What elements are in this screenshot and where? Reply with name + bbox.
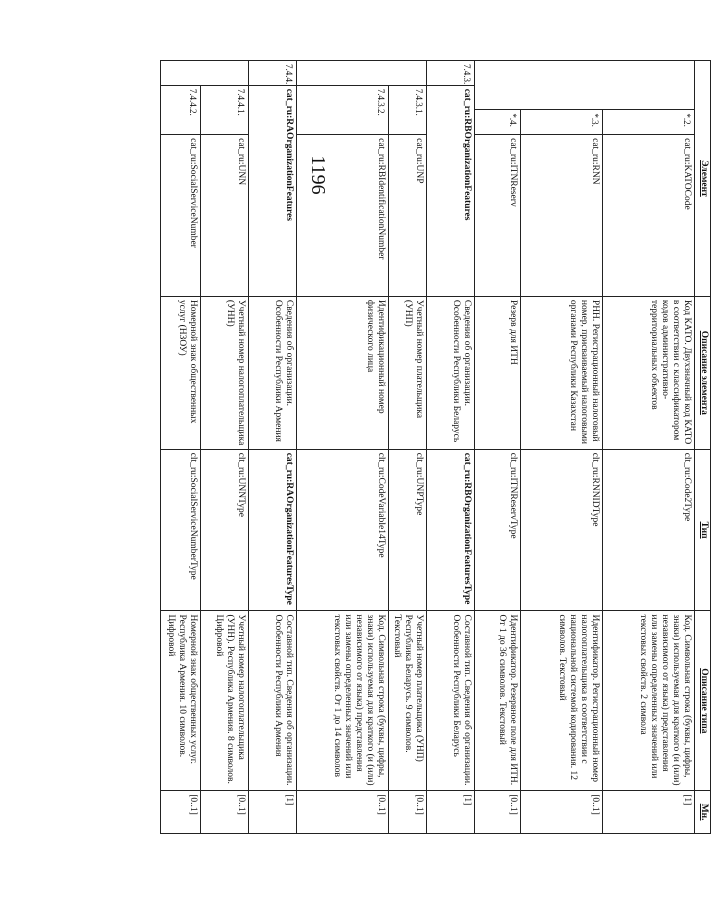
type-name: clt_ru:ITNReservType [475, 449, 521, 611]
table-row [521, 61, 603, 834]
header-element-desc: Описание элемента [695, 296, 711, 449]
multiplicity: [1] [603, 791, 695, 834]
element-description: Сведения об организации. Особенности Республики Армения [249, 296, 297, 449]
element-description: Учетный номер налогоплательщика (УНН) [201, 296, 249, 449]
element-name: cat_ru:RNN [521, 135, 603, 297]
multiplicity: [0..1] [389, 791, 427, 834]
multiplicity: [0..1] [297, 791, 389, 834]
rotated-table-frame [97, 60, 711, 834]
element-name: cat_ru:KATOCode [603, 135, 695, 297]
element-name: cat_ru:UNP [389, 135, 427, 297]
schema-table [160, 60, 711, 834]
element-name: cat_ru:RBIdentificationNumber [297, 135, 389, 297]
header-type: Тип [695, 449, 711, 611]
header-type-desc: Описание типа [695, 611, 711, 791]
type-name: clt_ru:Code2Type [603, 449, 695, 611]
header-mult: Мн. [695, 791, 711, 834]
row-number: *.2. [603, 110, 695, 135]
type-name: clt_ru:RNNIDType [521, 449, 603, 611]
row-number: 7.4.4.2. [161, 85, 201, 134]
indent-cell [297, 61, 427, 86]
element-name: cat_ru:UNN [201, 135, 249, 297]
element-name: cat_ru:SocialServiceNumber [161, 135, 201, 297]
multiplicity: [0..1] [161, 791, 201, 834]
element-description: Идентификационный номер физического лица [297, 296, 389, 449]
table-row [201, 61, 249, 834]
type-description: Идентификатор. Резервное поле для ИТН. От 1 до 36 символов. Текстовый [475, 611, 521, 791]
table-row [427, 61, 475, 834]
indent-cell [475, 61, 695, 110]
type-description: Идентификатор. Регистрационный номер налогоплательщика в соответствии с национальной системой кодирования. 12 символов. Текстовый [521, 611, 603, 791]
element-description: Сведения об организации. Особенности Республики Беларусь [427, 296, 475, 449]
multiplicity: [0..1] [201, 791, 249, 834]
element-description: Резерв для ИТН [475, 296, 521, 449]
header-element: Элемент [695, 61, 711, 297]
type-name: clt_ru:UNPType [389, 449, 427, 611]
row-number: 7.4.4.1. [201, 85, 249, 134]
table-row [161, 61, 201, 834]
table-row [475, 61, 521, 834]
multiplicity: [1] [427, 791, 475, 834]
type-name: clt_ru:SocialServiceNumberType [161, 449, 201, 611]
element-description: Код КАТО. Двухзначный код КАТО в соответствии с классификатором кодов административно-территориальных объектов [603, 296, 695, 449]
element-name: cat_ru:RAOrganizationFeatures [249, 85, 297, 296]
row-number: 7.4.4. [249, 61, 297, 86]
type-name: clt_ru:CodeVariable14Type [297, 449, 389, 611]
table-row [603, 61, 695, 834]
type-name: cat_ru:RBOrganizationFeaturesType [427, 449, 475, 611]
row-number: *.3. [521, 110, 603, 135]
row-number: 7.4.3.1. [389, 85, 427, 134]
element-description: Учетный номер плательщика (УНП) [389, 296, 427, 449]
element-description: Номерной знак общественных услуг (НЗОУ) [161, 296, 201, 449]
indent-cell [161, 61, 249, 86]
multiplicity: [0..1] [475, 791, 521, 834]
row-number: 7.4.3.2. [297, 85, 389, 134]
table-row [297, 61, 389, 834]
type-description: Учетный номер налогоплательщика (УНН). Республика Армения. 8 символов. Цифровой [201, 611, 249, 791]
multiplicity: [1] [249, 791, 297, 834]
table-row [389, 61, 427, 834]
table-row [249, 61, 297, 834]
element-description: РНН. Регистрационный налоговый номер, присваиваемый налоговыми органами Республики Казахстан [521, 296, 603, 449]
multiplicity: [0..1] [521, 791, 603, 834]
type-description: Составной тип. Сведения об организации. Особенности Республики Беларусь [427, 611, 475, 791]
header-row [695, 61, 711, 834]
row-number: *.4. [475, 110, 521, 135]
type-name: cat_ru:RAOrganizationFeaturesType [249, 449, 297, 611]
row-number: 7.4.3. [427, 61, 475, 86]
element-name: cat_ru:RBOrganizationFeatures [427, 85, 475, 296]
page-number: 1196 [307, 155, 329, 195]
type-description: Номерной знак общественных услуг. Республика Армения. 10 символов. Цифровой [161, 611, 201, 791]
type-description: Код. Символьная строка (буквы, цифры, знаки) используемая для краткого (и (или) независимого от языка) представления или замены определенных значений или текстовых свойств. От 1 до 14 символов [297, 611, 389, 791]
type-description: Учетный номер плательщика (УНП) Республика Беларусь. 9 символов. Текстовый [389, 611, 427, 791]
type-description: Код. Символьная строка (буквы, цифры, знаки) используемая для краткого (и (или) независимого от языка) представления или замены определенных значений или текстовых свойств. 2 символа [603, 611, 695, 791]
type-description: Составной тип. Сведения об организации. Особенности Республики Армения [249, 611, 297, 791]
type-name: clt_ru:UNNType [201, 449, 249, 611]
element-name: cat_ru:ITNReserv [475, 135, 521, 297]
